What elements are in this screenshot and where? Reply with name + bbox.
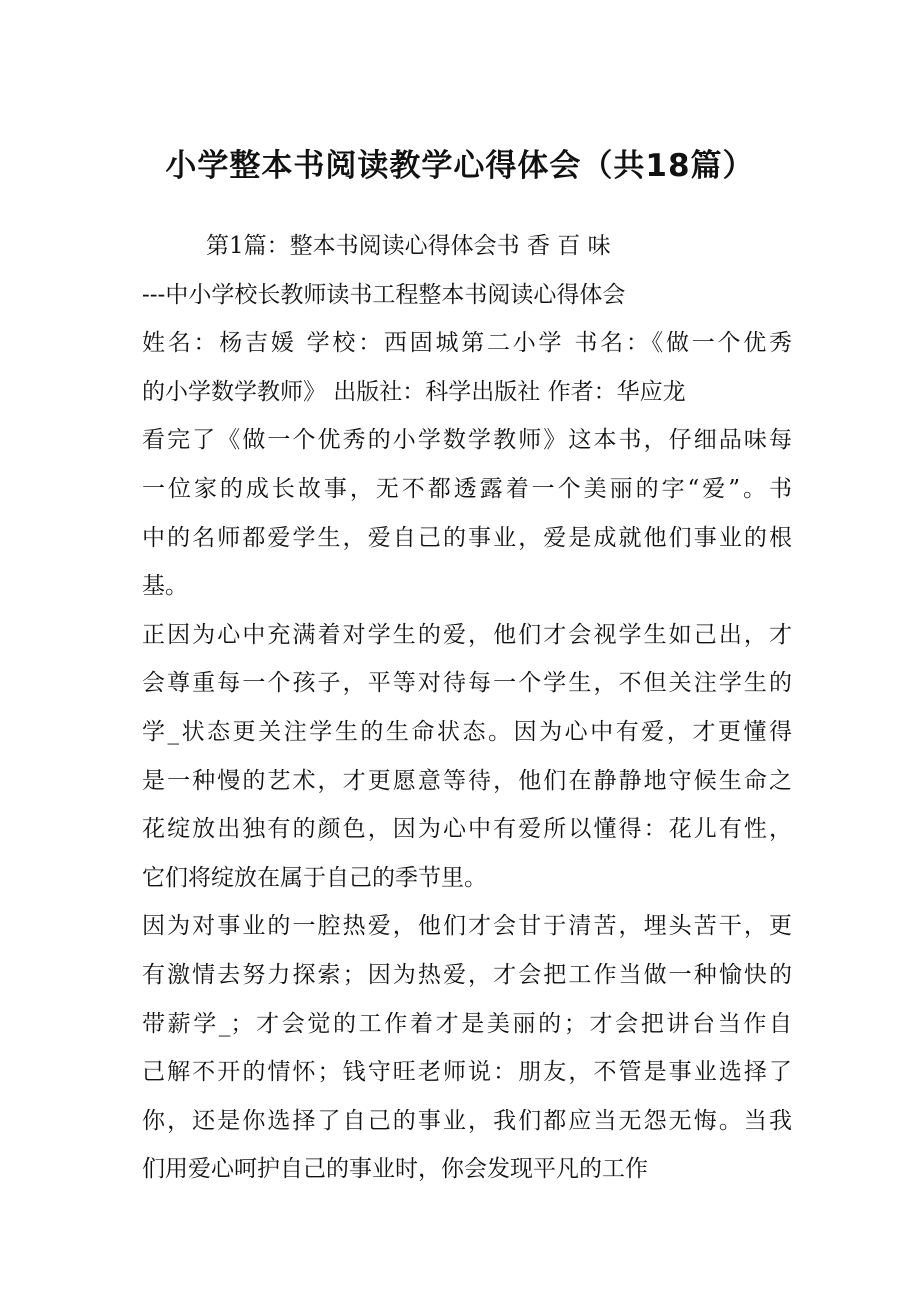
text-line: 的小学数学教师》 出版社：科学出版社 作者：华应龙	[142, 378, 686, 405]
text-line: 因为对事业的一腔热爱，他们才会甘于清苦，埋头苦干，更	[142, 913, 792, 940]
text-line: 会尊重每一个孩子，平等对待每一个学生，不但关注学生的	[142, 670, 792, 697]
text-line: ---中小学校长教师读书工程整本书阅读心得体会	[142, 281, 626, 308]
text-line: 己解不开的情怀；钱守旺老师说：朋友，不管是事业选择了	[142, 1059, 792, 1086]
text-line: 中的名师都爱学生，爱自己的事业，爱是成就他们事业的根	[142, 524, 792, 551]
text-line: 是一种慢的艺术，才更愿意等待，他们在静静地守候生命之	[142, 767, 792, 794]
text-line: 第1篇：整本书阅读心得体会书 香 百 味	[206, 233, 611, 259]
text-line: 你，还是你选择了自己的事业，我们都应当无怨无悔。当我	[142, 1107, 792, 1134]
text-line: 基。	[142, 573, 188, 600]
text-line: 它们将绽放在属于自己的季节里。	[142, 864, 487, 891]
text-line: 姓名：杨吉媛 学校：西固城第二小学 书名：《做一个优秀	[142, 330, 792, 357]
text-line: 看完了《做一个优秀的小学数学教师》这本书，仔细品味每	[142, 427, 792, 454]
text-line: 有激情去努力探索；因为热爱，才会把工作当做一种愉快的	[142, 961, 792, 988]
text-line: 带薪学_；才会觉的工作着才是美丽的；才会把讲台当作自	[142, 1010, 792, 1037]
text-line: 正因为心中充满着对学生的爱，他们才会视学生如己出，才	[142, 621, 792, 648]
text-line: 们用爱心呵护自己的事业时，你会发现平凡的工作	[142, 1156, 648, 1183]
text-line: 学_状态更关注学生的生命状态。因为心中有爱，才更懂得	[142, 718, 792, 745]
text-line: 花绽放出独有的颜色，因为心中有爱所以懂得：花儿有性，	[142, 816, 792, 843]
document-title: 小学整本书阅读教学心得体会（共18篇）	[165, 148, 755, 184]
document-body	[142, 222, 792, 1194]
text-line: 一位家的成长故事，无不都透露着一个美丽的字“爱”。书	[142, 475, 792, 502]
